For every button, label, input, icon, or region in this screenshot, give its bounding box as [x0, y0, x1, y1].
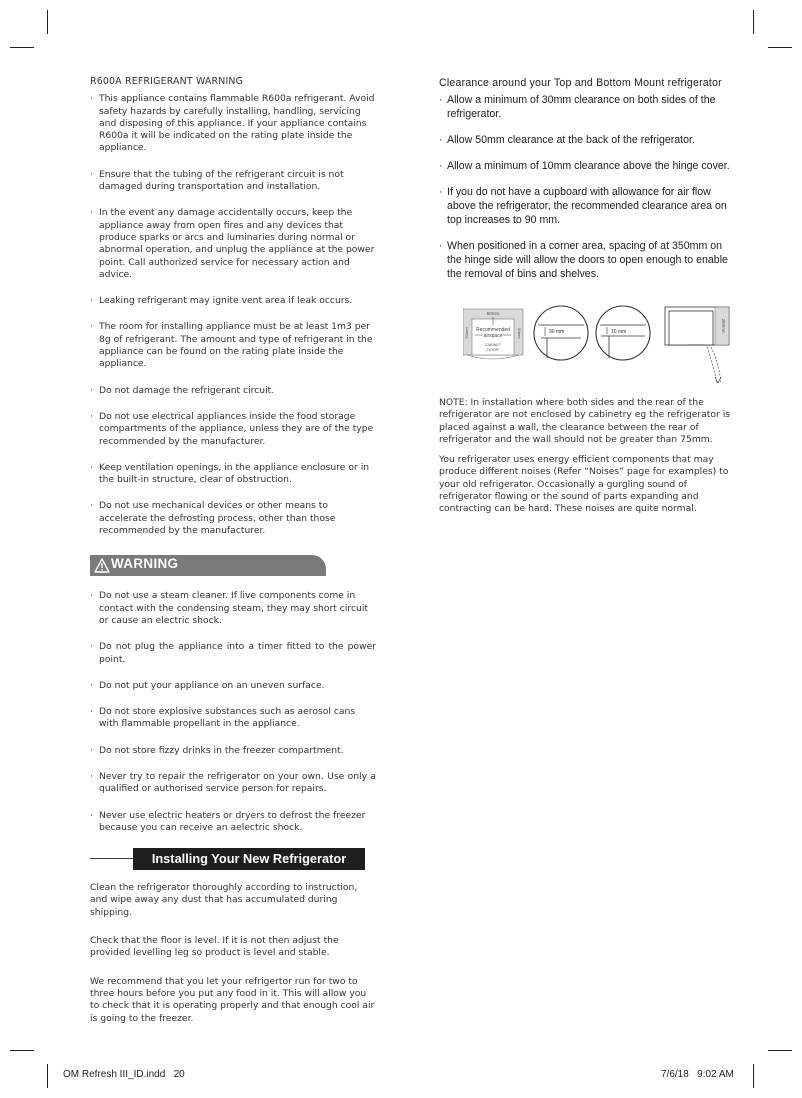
list-item: · Leaking refrigerant may ignite vent area if leak occurs. [90, 295, 353, 307]
left-column [90, 76, 376, 1037]
cabinet-diagram [463, 309, 523, 359]
list-item: · Do not damage the refrigerant circuit. [90, 384, 275, 396]
note-paragraph: NOTE: In installation where both sides and the rear of the refrigerator are not enclosed by cabinetry eg the refrigerator is placed against a wall, the clearance between the rear of refrigerator and the wall should not be greater than 75mm. [439, 397, 731, 445]
crop-mark [753, 1064, 754, 1088]
install-title: Installing Your New Refrigerator [133, 848, 365, 870]
note-block [439, 397, 731, 528]
list-item: · Do not put your appliance on an uneven surface. [90, 679, 325, 691]
list-item: · In the event any damage accidentally occurs, keep the appliance away from open fires and any devices that produce sparks or arcs and luminaries during normal or abnormal operation, and unplug the appliance at the power point. Call authorized service for necessary action and advice. [90, 207, 375, 280]
crop-mark [47, 1064, 48, 1088]
list-item: · Keep ventilation openings, in the appliance enclosure or in the built-in structure, clear of obstruction. [90, 461, 370, 486]
corner-diagram [665, 307, 729, 383]
left-clearance-label: 30mm [464, 327, 469, 339]
right-column [439, 76, 739, 293]
crop-mark [753, 10, 754, 34]
install-banner [90, 848, 376, 870]
top-clearance-label: 50mm [486, 311, 500, 316]
list-item: · Allow a minimum of 30mm clearance on both sides of the refrigerator. [439, 94, 716, 120]
warning-banner [90, 555, 326, 576]
noise-paragraph: You refrigerator uses energy efficient components that may produce different noises (Refer “Noises” page for examples) to your old refrigerator. Occasionally a gurgling sound of refrigerator flowing or the sound of parts expanding and contracting can be hard. These noises are quite normal. [439, 454, 729, 515]
clearance-heading: Clearance around your Top and Bottom Mount refrigerator [439, 77, 722, 89]
crop-mark [768, 47, 792, 48]
warning-triangle-icon [94, 558, 110, 573]
list-item: · If you do not have a cupboard with allowance for air flow above the refrigerator, the recommended clearance area on top increases to 90 mm. [439, 186, 727, 226]
hinge-90mm-label: 90 mm [549, 329, 565, 335]
list-item: · Do not use mechanical devices or other means to accelerate the defrosting process, other than those recommended by the manufacturer. [90, 500, 336, 537]
crop-mark [47, 10, 48, 34]
install-paragraph: Clean the refrigerator thoroughly according to instruction, and wipe away any dust that has accumulated during shipping. [90, 882, 358, 918]
crop-mark [768, 1050, 792, 1051]
corner-350mm-label: 350mm [721, 318, 726, 334]
list-item: · Do not store fizzy drinks in the freezer compartment. [90, 744, 344, 756]
footer-file-name: OM Refresh III_ID.indd 20 [63, 1069, 185, 1080]
list-item: · Allow a minimum of 10mm clearance above the hinge cover. [439, 160, 730, 172]
door-label: DOOR [487, 348, 499, 352]
list-item: · Do not use electrical appliances inside the food storage compartments of the appliance, unless they are of the type recommended by the manufacturer. [90, 410, 374, 447]
list-item: · Do not use a steam cleaner. If live components come in contact with the condensing steam, they may short circuit or cause an electric shock. [90, 590, 369, 626]
crop-mark [10, 1050, 34, 1051]
right-clearance-label: 30mm [517, 327, 522, 339]
list-item: · When positioned in a corner area, spacing of at 350mm on the hinge side will allow the doors to open enough to enable the removal of bins and shelves. [439, 240, 728, 280]
list-item: · The room for installing appliance must be at least 1m3 per 8g of refrigerant. The amount and type of refrigerant in the appliance can be found on the rating plate inside the appliance. [90, 321, 373, 370]
list-item: · This appliance contains flammable R600a refrigerant. Avoid safety hazards by carefully installing, handling, servicing and disposing of this appliance. If your appliance contains R600a it will be indicated on the rating plate inside the appliance. [90, 93, 375, 154]
warning-title: WARNING [111, 556, 179, 572]
hinge-clearance-diagram [534, 306, 588, 360]
airspace-label: airspace [483, 333, 503, 339]
recommended-label: Recommended [476, 327, 510, 333]
list-item: · Do not store explosive substances such as aerosol cans with flammable propellant in the appliance. [90, 706, 356, 730]
list-item: · Never use electric heaters or dryers to defrost the freezer because you can receive an aelectric shock. [90, 809, 366, 833]
list-item: · Allow 50mm clearance at the back of the refrigerator. [439, 134, 695, 146]
install-paragraph: Check that the floor is level. If it is not then adjust the provided levelling leg so product is level and stable. [90, 935, 339, 959]
footer-date: 7/6/18 9:02 AM [661, 1069, 734, 1080]
list-item: · Do not plug the appliance into a timer fitted to the power point. [90, 641, 376, 665]
list-item: · Ensure that the tubing of the refrigerant circuit is not damaged during transportation and installation. [90, 168, 344, 193]
clearance-diagrams [463, 303, 733, 383]
cabinet-label: CABINET [484, 343, 502, 347]
install-paragraph: We recommend that you let your refrigertor run for two to three hours before you put any food in it. This will allow you to check that it is operating properly and that enough cool air is going to the freezer. [90, 975, 375, 1024]
r600a-heading: R600A REFRIGERANT WARNING [90, 76, 244, 87]
top-10mm-label: 10 mm [611, 329, 627, 335]
divider [90, 858, 135, 859]
top-clearance-diagram [596, 306, 650, 360]
crop-mark [10, 47, 34, 48]
list-item: · Never try to repair the refrigerator on your own. Use only a qualified or authorised service person for repairs. [90, 770, 376, 795]
